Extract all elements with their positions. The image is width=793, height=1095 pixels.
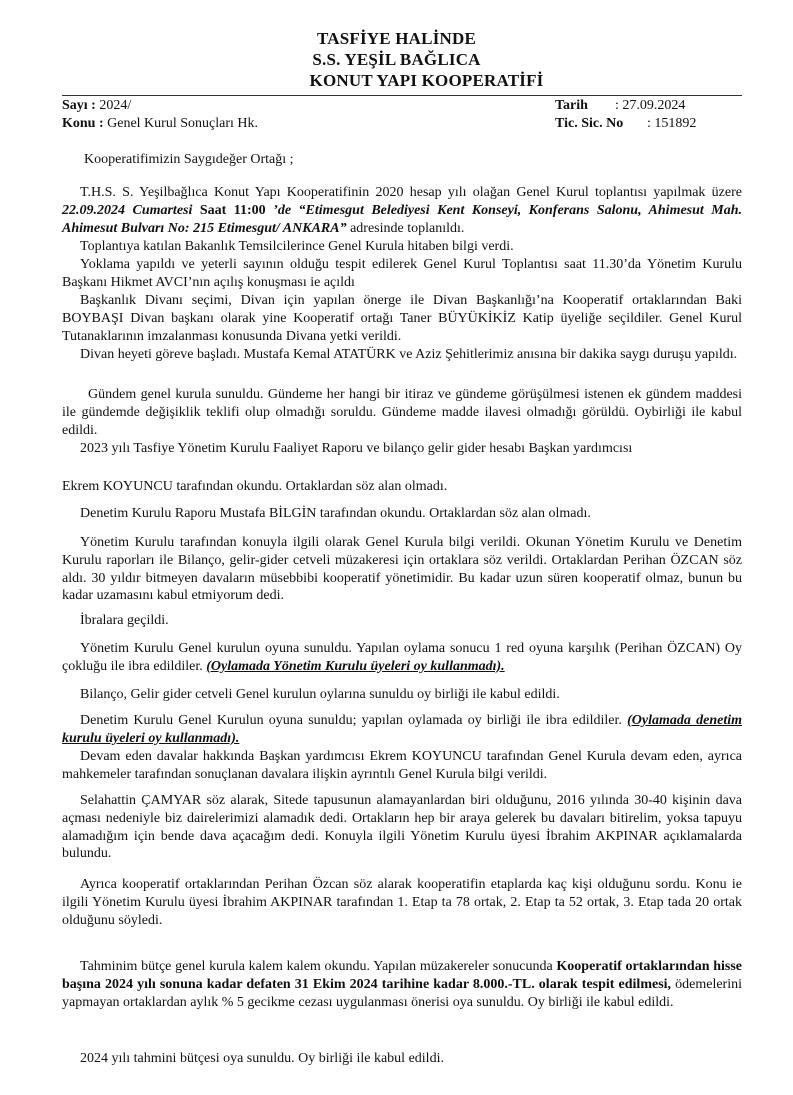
paragraph-discussion [62,534,742,605]
salutation: Kooperatifimizin Saygıdeğer Ortağı ; [84,152,294,167]
p2-text: Toplantıya katılan Bakanlık Temsilcilerince Genel Kurula hitaben bilgi verdi. [80,239,514,254]
paragraph-budget-vote [62,1050,742,1068]
p8-text: Denetim Kurulu Raporu Mustafa BİLGİN tarafından okundu. Ortaklardan söz alan olmadı. [80,506,591,521]
header-line-3: KONUT YAPI KOOPERATİFİ [309,71,544,90]
p5-text: Divan heyeti göreve başladı. Mustafa Kemal ATATÜRK ve Aziz Şehitlerimiz anısına bir dakika saygı duruşu yapıldı. [80,347,738,362]
p11-text: Yönetim Kurulu Genel kurulun oyuna sunuldu. Yapılan oylama sonucu 1 red oyuna karşılık (Perihan ÖZCAN) Oy çokluğu ile ibra edildiler. [62,641,742,674]
p10-text: İbralara geçildi. [80,613,169,628]
sayi-label: Sayı : [62,98,96,113]
paragraph-lawsuits [62,748,742,784]
paragraph-camyar [62,792,742,863]
p3-text: Yoklama yapıldı ve yeterli sayının olduğu tespit edilerek Genel Kurul Toplantısı saat 11.30’da Yönetim Kurulu Başkanı Hikmet AVCI’nın açılış konuşması ie açıldı [62,257,742,290]
konu-line [62,115,258,132]
p4-text: Başkanlık Divanı seçimi, Divan için yapılan önerge ile Divan Başkanlığı’na Kooperatif ortaklarından Baki BOYBAŞI Divan başkanı olarak yine Kooperatif ortağı Taner BÜYÜKİKİZ Katip üyeliğe seçildiler. Genel Kurul Tutanaklarının imzalanması konusunda Divana yetki verildi. [62,293,742,344]
sayi-line [62,97,131,114]
sayi-value: 2024/ [95,98,132,113]
header-line-2: S.S. YEŞİL BAĞLICA [312,50,481,69]
p1-date: 22.09.2024 Cumartesi [62,202,193,218]
p16-text: Ayrıca kooperatif ortaklarından Perihan Özcan söz alarak kooperatifin etaplarda kaç kişi olduğunu sordu. Konu ie ilgili Yönetim Kurulu üyesi İbrahim AKPINAR tarafından 1. Etap ta 78 ortak, 2. Etap ta 52 ortak, 3. Etap tada 20 ortak olduğunu söyledi. [62,877,742,928]
paragraph-audit-report [62,505,742,523]
paragraph-agenda [62,386,742,439]
paragraph-roll-call [62,256,742,292]
p13-note: (Oylamada denetim kurulu üyeleri oy kullanmadı). [62,713,742,746]
p17-decision: Kooperatif ortaklarından hisse başına 2024 yılı sonuna kadar defaten 31 Ekim 2024 tarihine kadar 8.000.-TL. olarak tespit edilmesi, [62,959,742,992]
tarih-label: Tarih [555,98,588,113]
header-divider [62,95,742,96]
paragraph-budget [62,958,742,1011]
p6-text: Gündem genel kurula sunuldu. Gündeme her hangi bir itiraz ve gündeme görüşülmesi istenen ek gündem maddesi ile gündemde değişiklik teklifi olup olmadığı soruldu. Gündeme madde ilavesi olmadığı görüldü. Oybirliği ile kabul edildi. [62,387,742,438]
paragraph-ministry [62,238,742,256]
paragraph-divan [62,292,742,345]
ticsic-label: Tic. Sic. No [555,116,624,131]
tarih-line [555,97,685,114]
p7b-text: Ekrem KOYUNCU tarafından okundu. Ortaklardan söz alan olmadı. [62,479,448,494]
konu-value: Genel Kurul Sonuçları Hk. [103,116,258,131]
p18-text: 2024 yılı tahmini bütçesi oya sunuldu. Oy birliği ile kabul edildi. [80,1051,444,1066]
paragraph-ibra [62,612,742,630]
p1-text-e: adresinde toplanıldı. [346,220,465,236]
paragraph-annual-report [62,440,742,458]
document-header [0,28,793,91]
p1-venue: ’de “Etimesgut Belediyesi Kent Konseyi, Konferans Salonu, Ahimesut Mah. Ahimesut Bulvarı No: 215 Etimesgut/ ANKARA” [62,202,743,236]
paragraph-balance-vote [62,686,742,704]
paragraph-audit-vote [62,712,742,748]
p17-text-c: ödemelerini yapmayan ortaklardan aylık % 5 gecikme cezası uygulanması önerisi oya sunuldu. Oy birliği ile kabul edildi. [62,976,742,1010]
p15-text: Selahattin ÇAMYAR söz alarak, Sitede tapusunun alamayanlardan biri olduğunu, 2016 yılında 30-40 kişinin dava açması nedeniyle biz dairelerimizi alamadık dedi. Ortakların hep bir araya gelerek bu davaları bitirelim, yoksa tapuyu alamadığım için bende dava açacağım dedi. Konuyla ilgili Yönetim Kurulu üyesi İbrahim AKPINAR açıklamalarda bulundu. [62,793,742,862]
paragraph-annual-report-cont [62,478,742,496]
p12-text: Bilanço, Gelir gider cetveli Genel kurulun oylarına sunuldu oy birliği ile kabul edildi. [80,687,560,702]
p17-text-a: Tahminim bütçe genel kurula kalem kalem okundu. Yapılan müzakereler sonucunda [80,959,557,974]
paragraph-stages [62,876,742,929]
p11-note: (Oylamada Yönetim Kurulu üyeleri oy kullanmadı). [206,658,505,674]
p9-text: Yönetim Kurulu tarafından konuyla ilgili olarak Genel Kurula bilgi verildi. Okunan Yönetim Kurulu ve Denetim Kurulu raporları ile Bilanço, gelir-gider cetveli müzakeresi için ortaklara söz verildi. Ortaklardan Perihan ÖZCAN söz aldı. 30 yıldır bitmeyen davaların müsebbibi kooperatif yönetimidir. Bu kadar uzun süren kooperatif olmaz, bunun bu kadar uzamasını kabul etmiyorum dedi. [62,535,742,604]
paragraph-opening [62,184,742,237]
konu-label: Konu : [62,116,104,131]
p13-text: Denetim Kurulu Genel Kurulun oyuna sunuldu; yapılan oylamada oy birliği ile ibra edildiler. [80,713,628,728]
tarih-value: : 27.09.2024 [615,98,686,113]
p14-text: Devam eden davalar hakkında Başkan yardımcısı Ekrem KOYUNCU tarafından Genel Kurula devam eden, ayrıca mahkemeler tarafından sonuçlanan davalara ilişkin ayrıntılı Genel Kurula bilgi verildi. [62,749,742,782]
paragraph-silence [62,346,742,364]
p1-text-a: T.H.S. S. Yeşilbağlıca Konut Yapı Kooperatifinin 2020 hesap yılı olağan Genel Kurul toplantısı yapılmak üzere [80,185,742,200]
p7-text: 2023 yılı Tasfiye Yönetim Kurulu Faaliyet Raporu ve bilanço gelir gider hesabı Başkan yardımcısı [80,441,633,456]
ticsic-value: : 151892 [647,116,697,131]
p1-time: Saat 11:00 [192,202,266,218]
header-line-1: TASFİYE HALİNDE [316,29,477,48]
ticsic-line [555,115,696,132]
paragraph-board-vote [62,640,742,676]
